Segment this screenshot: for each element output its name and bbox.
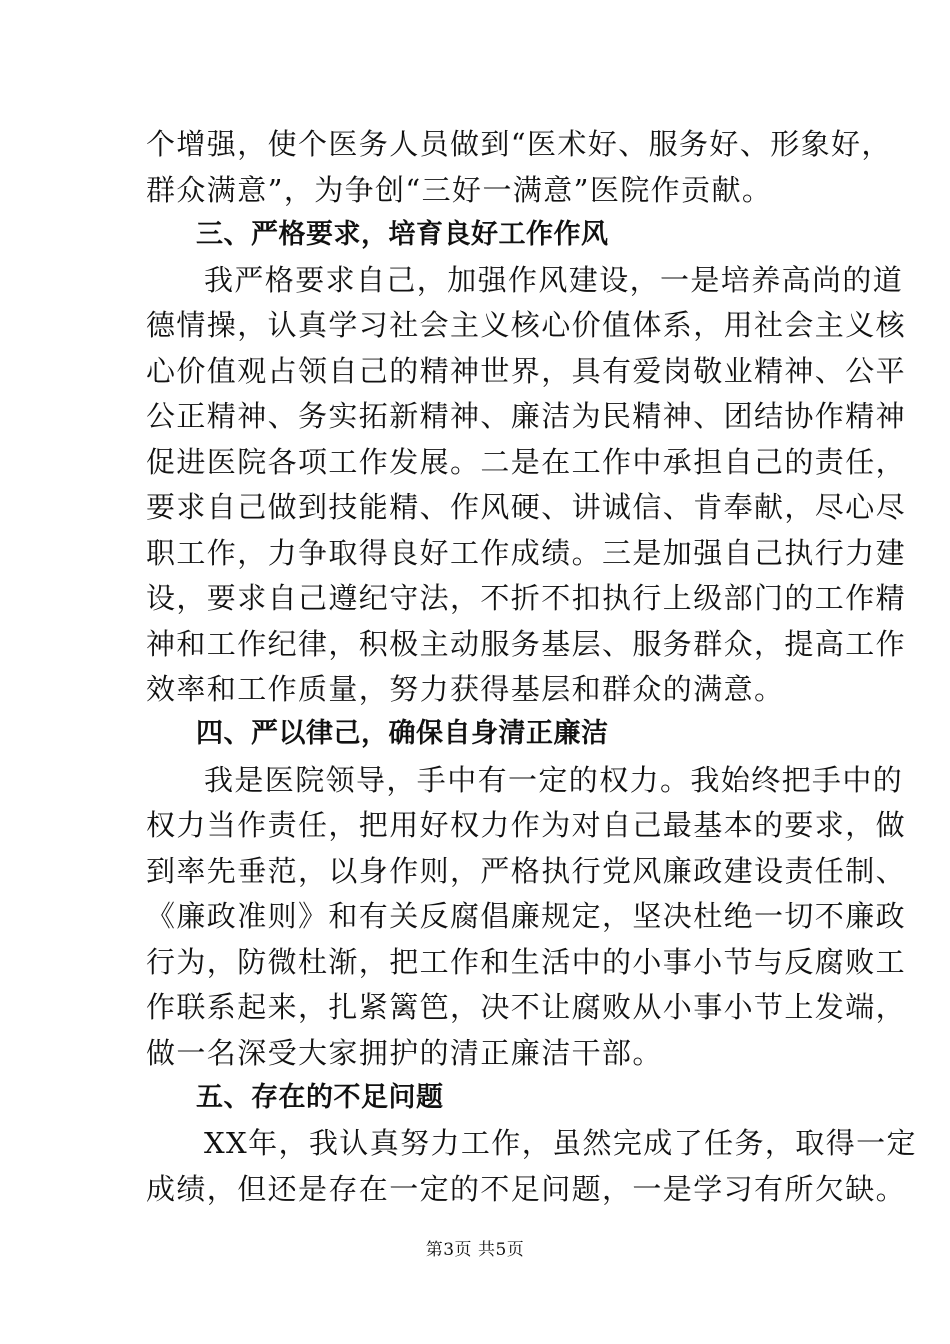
text-line: 成绩，但还是存在一定的不足问题，一是学习有所欠缺。: [146, 1172, 907, 1206]
text-line: 群众满意”，为争创“三好一满意”医院作贡献。: [146, 173, 773, 207]
text-line: 《廉政准则》和有关反腐倡廉规定，坚决杜绝一切不廉政: [146, 899, 907, 933]
text-line: 德情操，认真学习社会主义核心价值体系，用社会主义核: [146, 308, 907, 342]
page-number: 第3页 共5页: [425, 1240, 525, 1260]
text-line: 职工作，力争取得良好工作成绩。三是加强自己执行力建: [146, 536, 907, 570]
text-line: 个增强，使个医务人员做到“医术好、服务好、形象好，: [146, 127, 892, 161]
section-heading: 三、严格要求，培育良好工作作风: [196, 219, 609, 250]
text-line: 行为，防微杜渐，把工作和生活中的小事小节与反腐败工: [146, 945, 907, 979]
text-line: 权力当作责任，把用好权力作为对自己最基本的要求，做: [146, 808, 907, 842]
text-line: 到率先垂范，以身作则，严格执行党风廉政建设责任制、: [146, 854, 907, 888]
text-line: XX年，我认真努力工作，虽然完成了任务，取得一定: [204, 1126, 917, 1160]
section-heading: 五、存在的不足问题: [196, 1082, 444, 1113]
text-line: 我是医院领导，手中有一定的权力。我始终把手中的: [204, 763, 904, 797]
text-line: 作联系起来，扎紧篱笆，决不让腐败从小事小节上发端，: [146, 990, 907, 1024]
text-line: 效率和工作质量，努力获得基层和群众的满意。: [146, 672, 785, 706]
text-line: 公正精神、务实拓新精神、廉洁为民精神、团结协作精神: [146, 399, 907, 433]
text-line: 我严格要求自己，加强作风建设，一是培养高尚的道: [204, 263, 904, 297]
text-line: 心价值观占领自己的精神世界，具有爱岗敬业精神、公平: [146, 354, 907, 388]
text-line: 设，要求自己遵纪守法，不折不扣执行上级部门的工作精: [146, 581, 907, 615]
text-line: 神和工作纪律，积极主动服务基层、服务群众，提高工作: [146, 627, 907, 661]
section-heading: 四、严以律己，确保自身清正廉洁: [196, 718, 609, 749]
text-line: 促进医院各项工作发展。二是在工作中承担自己的责任，: [146, 445, 907, 479]
text-line: 要求自己做到技能精、作风硬、讲诚信、肯奉献，尽心尽: [146, 490, 907, 524]
text-line: 做一名深受大家拥护的清正廉洁干部。: [146, 1036, 663, 1070]
